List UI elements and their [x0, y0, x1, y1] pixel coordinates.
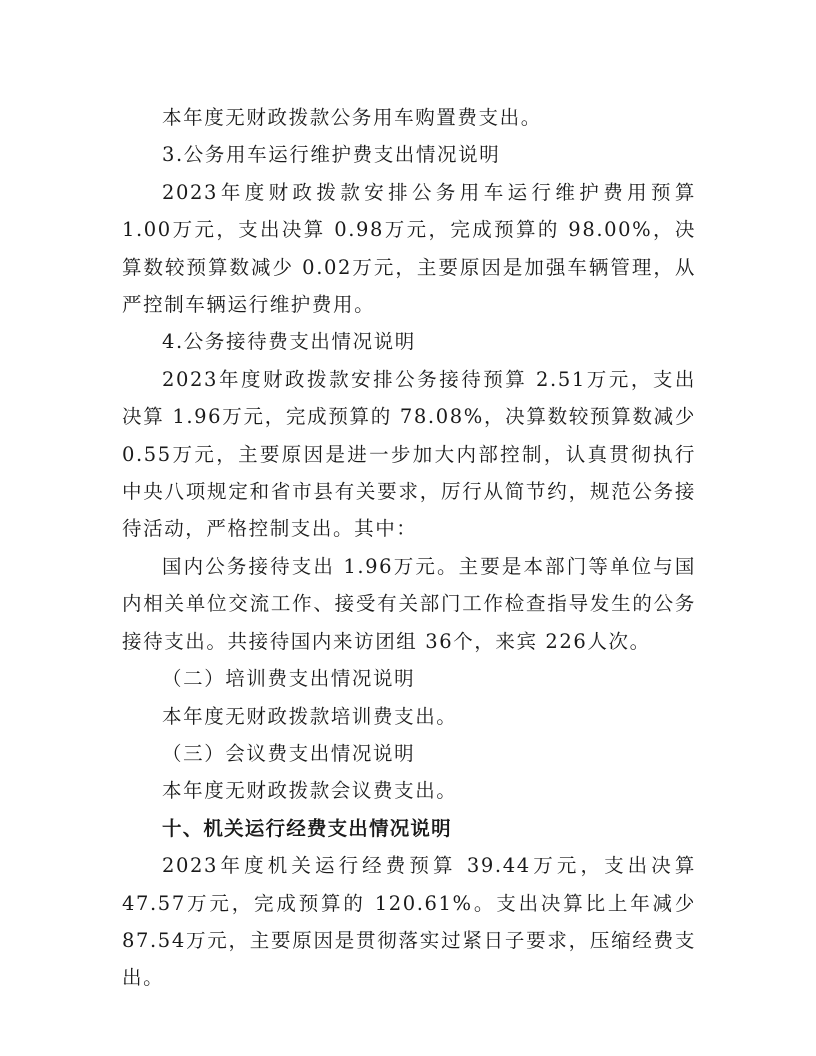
section-heading-operating-costs: 十、机关运行经费支出情况说明	[162, 816, 452, 840]
paragraph-reception: 2023年度财政拨款安排公务接待预算 2.51万元，支出决算 1.96万元，完成预算的 78.08%，决算数较预算数减少 0.55万元，主要原因是进一步加大内部控制，认真贯彻执行中央八项规定和省市县有关要求，厉行从简节约，规范公务接待活动，严格控制支出。其中：	[122, 367, 696, 541]
paragraph-domestic-reception: 国内公务接待支出 1.96万元。主要是本部门等单位与国内相关单位交流工作、接受有关部门工作检查指导发生的公务接待支出。共接待国内来访团组 36个，来宾 226人次。	[122, 554, 696, 653]
paragraph-no-vehicle-purchase: 本年度无财政拨款公务用车购置费支出。	[162, 106, 542, 129]
paragraph-meeting: 本年度无财政拨款会议费支出。	[162, 779, 458, 803]
subheading-meeting: （三）会议费支出情况说明	[162, 741, 416, 765]
document-body	[122, 99, 696, 997]
subheading-training: （二）培训费支出情况说明	[162, 667, 416, 691]
paragraph-operating-costs: 2023年度机关运行经费预算 39.44万元，支出决算 47.57万元，完成预算的 120.61%。支出决算比上年减少 87.54万元，主要原因是贯彻落实过紧日子要求，压缩经费支出。	[122, 854, 696, 990]
subheading-vehicle-maintenance: 3.公务用车运行维护费支出情况说明	[162, 143, 501, 167]
subheading-reception: 4.公务接待费支出情况说明	[162, 330, 416, 354]
paragraph-vehicle-maintenance: 2023年度财政拨款安排公务用车运行维护费用预算 1.00万元，支出决算 0.98万元，完成预算的 98.00%，决算数较预算数减少 0.02万元，主要原因是加强车辆管理，从严控制车辆运行维护费用。	[122, 180, 696, 317]
paragraph-training: 本年度无财政拨款培训费支出。	[162, 704, 458, 728]
